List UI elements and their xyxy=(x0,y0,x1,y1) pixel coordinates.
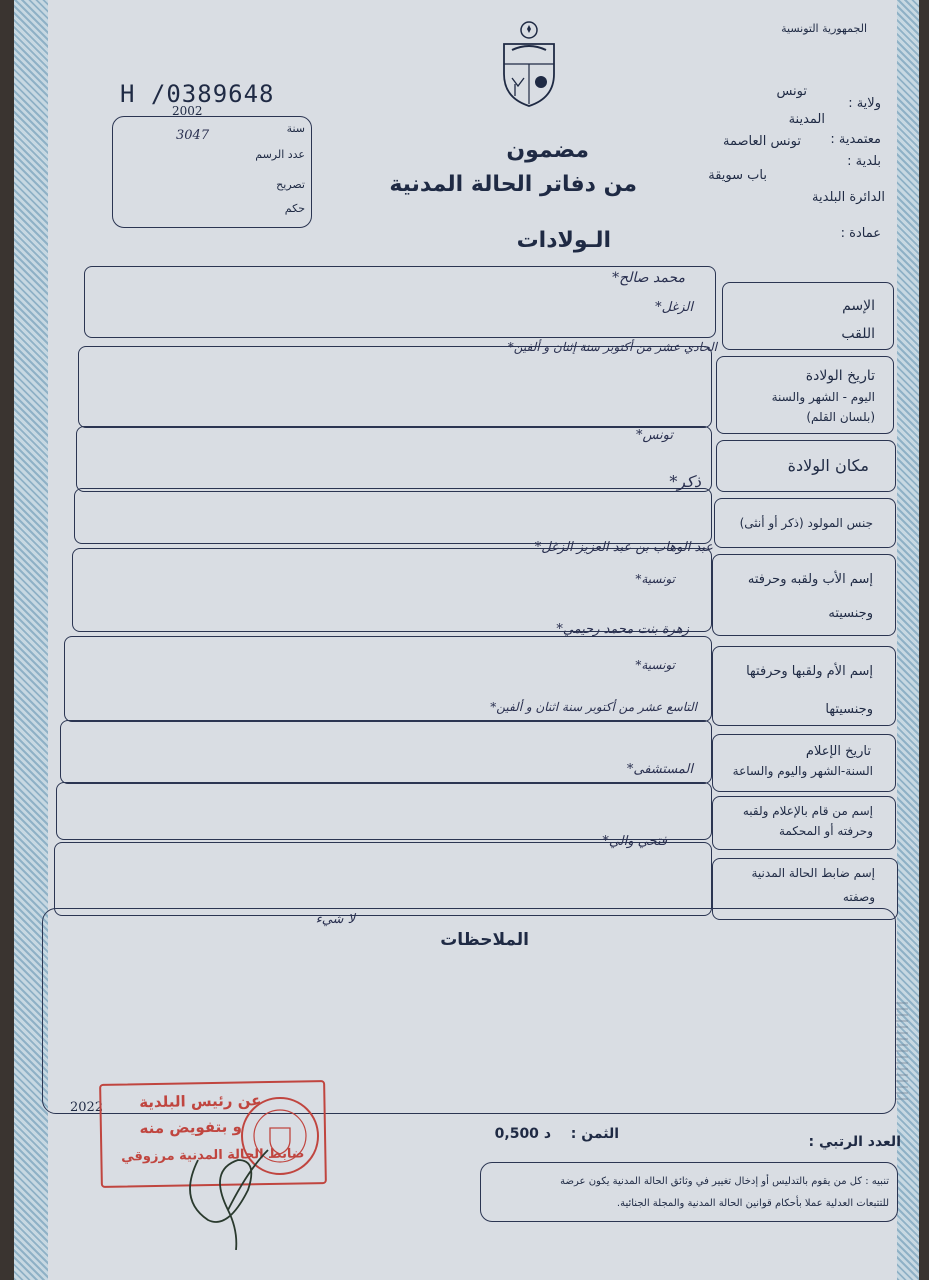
register-year-label: سنة xyxy=(286,122,305,135)
row-father-label-box xyxy=(712,554,896,636)
warning-line-2: للتتبعات العدلية عملا بأحكام قوانين الحالة المدنية والمجلة الجنائية. xyxy=(616,1198,889,1209)
warning-box xyxy=(480,1162,898,1222)
row-gender-label-1: جنس المولود (ذكر أو أنثى) xyxy=(739,516,873,530)
declaration-label: تصريح xyxy=(276,178,305,191)
row-declaration-label-box xyxy=(712,734,896,792)
municipality-value: باب سويقة xyxy=(708,168,767,183)
row-birthdate-value-box xyxy=(78,346,712,428)
section-title: الـولادات xyxy=(516,228,611,253)
stamp-line-2: و بتفويض منه xyxy=(139,1117,243,1138)
row-declaration-label-2: السنة-الشهر واليوم والساعة xyxy=(732,764,873,778)
row-declarant-label-1: إسم من قام بالإعلام ولقبه xyxy=(742,804,873,818)
row-officer-label-2: وصفته xyxy=(842,890,875,904)
row-birthplace-value-box xyxy=(76,426,712,492)
delegation-label: معتمدية : xyxy=(830,132,881,147)
row-birthdate-label-3: (بلسان القلم) xyxy=(806,410,875,424)
row-name-value-1: محمد صالح* xyxy=(612,270,685,286)
row-birthplace-value-1: تونس* xyxy=(635,428,673,443)
row-officer-value-box xyxy=(54,842,712,916)
row-birthplace-label-1: مكان الولادة xyxy=(787,456,869,475)
omda-label: عمادة : xyxy=(840,226,881,241)
row-declaration-label-1: تاريخ الإعلام xyxy=(805,744,871,759)
row-father-value-box xyxy=(72,548,712,632)
city-value: المدينة xyxy=(788,112,825,127)
row-declaration-value-box xyxy=(60,720,712,784)
row-declarant-value-1: المستشفى* xyxy=(626,762,693,777)
delegation-value: تونس العاصمة xyxy=(723,134,801,149)
price-label: الثمن : xyxy=(570,1126,619,1142)
register-number-label: عدد الرسم xyxy=(255,148,305,161)
title-line-2: من دفاتر الحالة المدنية xyxy=(389,172,637,197)
row-mother-label-1: إسم الأم ولقبها وحرفتها xyxy=(746,664,873,679)
printer-mark xyxy=(896,1000,908,1100)
municipality-label: بلدية : xyxy=(847,154,881,169)
notes-label: الملاحظات xyxy=(440,930,529,950)
row-name-label-2: اللقب xyxy=(841,326,875,342)
row-declarant-label-2: وحرفته أو المحكمة xyxy=(778,824,873,838)
row-mother-value-2: تونسية* xyxy=(635,658,675,672)
row-name-label-1: الإسم xyxy=(842,298,875,314)
row-officer-value-1: فتحي والي* xyxy=(602,834,667,849)
row-mother-value-1: زهرة بنت محمد رحيمي* xyxy=(556,622,689,637)
district-label: الدائرة البلدية xyxy=(812,190,885,205)
serial-number: H /0389648 xyxy=(120,80,275,108)
row-birthdate-value-1: الحادي عشر من أكتوبر سنة إثنان و ألفين* xyxy=(507,340,717,354)
row-birthdate-label-1: تاريخ الولادة xyxy=(805,368,875,384)
notes-value: لا شيء xyxy=(315,912,355,927)
register-box xyxy=(112,116,312,228)
serial-order-label: العدد الرتبي : xyxy=(808,1134,901,1150)
row-declarant-value-box xyxy=(56,782,712,840)
signature xyxy=(168,1120,288,1250)
stamp-line-1: عن رئيس البلدية xyxy=(139,1091,262,1112)
row-name-value-2: الزغل* xyxy=(655,300,693,315)
row-father-value-2: تونسية* xyxy=(635,572,675,586)
judgment-label: حكم xyxy=(284,202,305,215)
row-declaration-value-1: التاسع عشر من أكتوبر سنة اثنان و ألفين* xyxy=(490,700,697,714)
governorate-label: ولاية : xyxy=(848,96,881,111)
price-value: 0,500 د xyxy=(494,1126,551,1142)
row-father-label-1: إسم الأب ولقبه وحرفته xyxy=(747,572,873,587)
title-line-1: مضمون xyxy=(506,138,589,163)
governorate-value: تونس xyxy=(776,84,807,99)
row-mother-label-2: وجنسيتها xyxy=(825,702,873,717)
issue-year: 2022 xyxy=(70,1100,104,1115)
row-officer-label-1: إسم ضابط الحالة المدنية xyxy=(751,866,875,880)
warning-line-1: تنبيه : كل من يقوم بالتدليس أو إدخال تغيير في وثائق الحالة المدنية يكون عرضة xyxy=(560,1176,889,1187)
republic-header: الجمهورية التونسية xyxy=(781,22,867,35)
row-gender-value-box xyxy=(74,488,712,544)
coat-of-arms-emblem xyxy=(498,20,560,108)
row-father-value-1: عبد الوهاب بن عبد العزيز الزغل* xyxy=(534,540,713,555)
row-father-label-2: وجنسيته xyxy=(828,606,873,621)
row-birthdate-label-2: اليوم - الشهر والسنة xyxy=(771,390,875,404)
row-gender-value-1: ذكر* xyxy=(669,472,701,491)
register-year-printed: 2002 xyxy=(172,104,203,118)
stamp-line-3: ضابط الحالة المدنية مرزوقي xyxy=(121,1146,305,1165)
register-number-value: 3047 xyxy=(176,128,210,143)
